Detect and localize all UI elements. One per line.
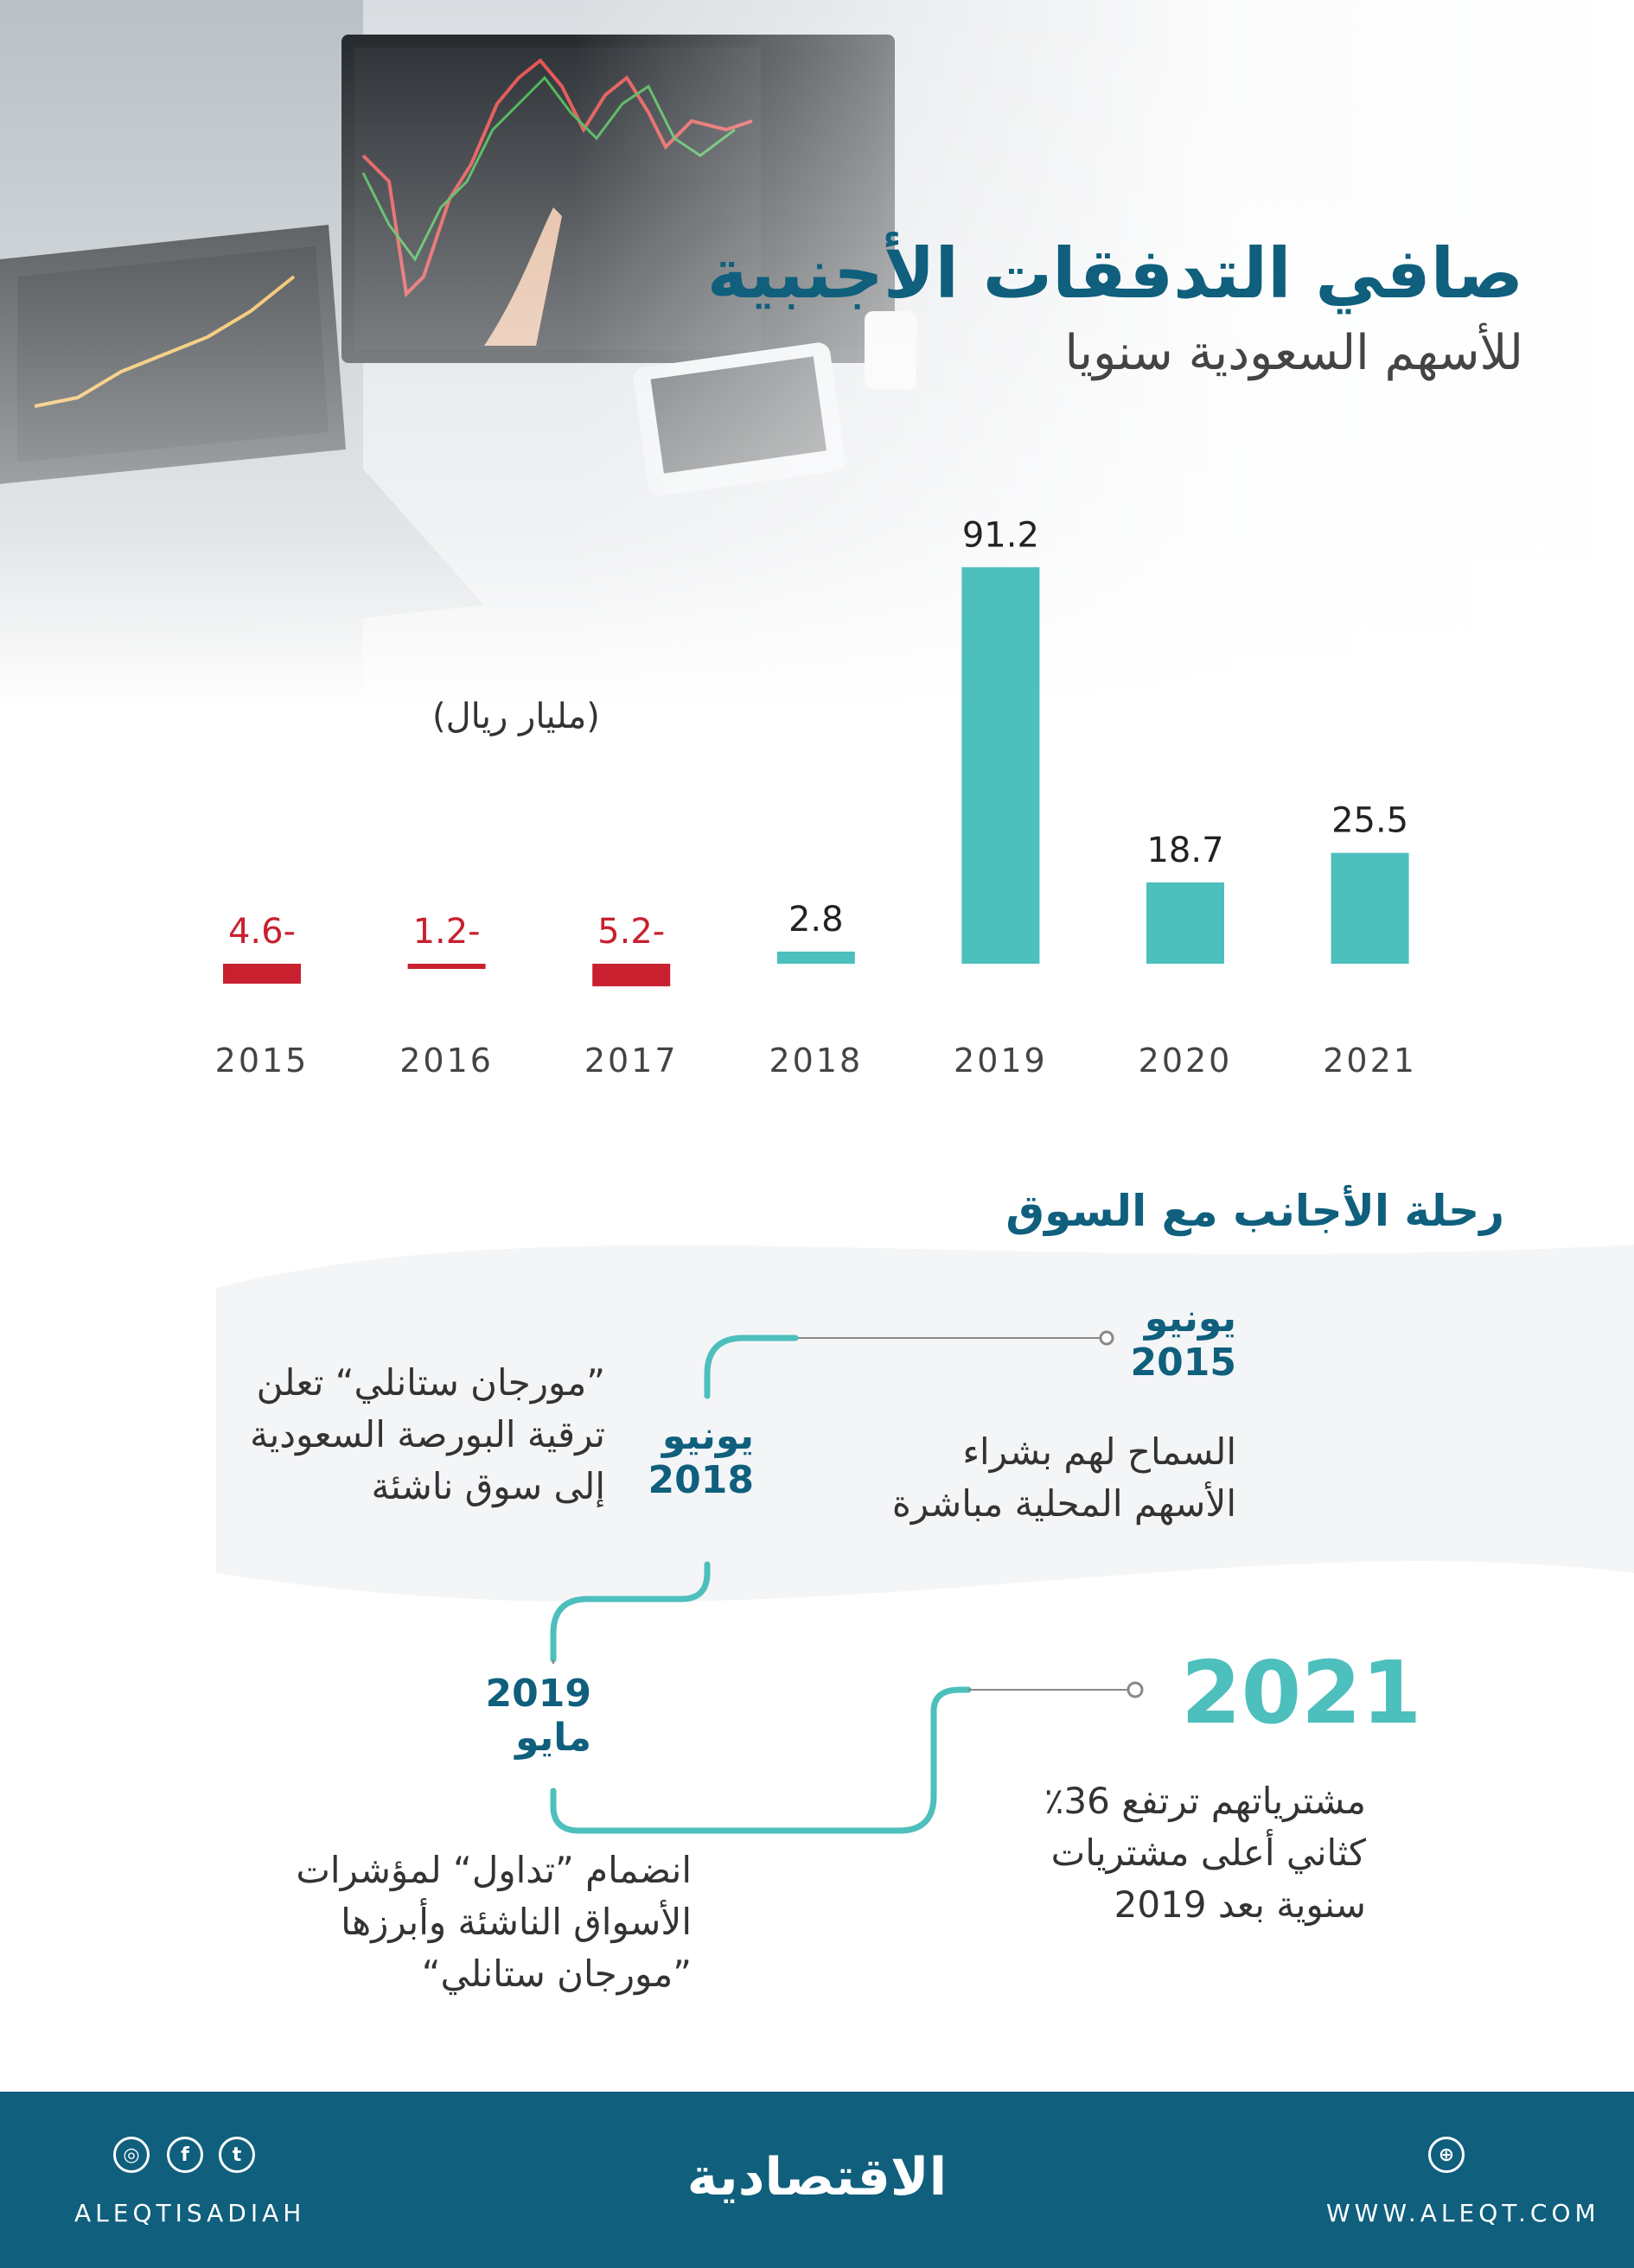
bar-chart <box>0 484 1634 1089</box>
x-tick-label-2021: 2021 <box>1323 1042 1417 1080</box>
facebook-icon[interactable]: f <box>167 2137 203 2173</box>
x-tick-label-2017: 2017 <box>584 1042 679 1080</box>
journey-timeline <box>0 1210 1634 2005</box>
event-text-line: سنوية بعد 2019 <box>1114 1883 1366 1926</box>
bar-2017 <box>592 964 670 986</box>
event-text-2018 <box>250 1357 605 1513</box>
event-year: 2015 <box>1130 1341 1236 1385</box>
timeline-dot-2015 <box>1101 1332 1113 1344</box>
event-year-2021: 2021 <box>1181 1642 1422 1743</box>
chart-title: صافي التدفقات الأجنبية <box>706 233 1523 314</box>
twitter-icon[interactable]: t <box>219 2137 255 2173</box>
event-month: يونيو <box>1144 1296 1236 1341</box>
bar-2016 <box>408 964 486 969</box>
chart-subtitle: للأسهم السعودية سنويا <box>1064 325 1523 381</box>
event-text-line: ”مورجان ستانلي“ تعلن <box>256 1361 605 1404</box>
timeline-dot-2021 <box>1128 1683 1142 1697</box>
bar-2015 <box>223 964 301 984</box>
event-text-line: الأسواق الناشئة وأبرزها <box>341 1901 692 1943</box>
event-year: 2018 <box>648 1458 754 1502</box>
event-text-line: إلى سوق ناشئة <box>371 1465 605 1507</box>
x-tick-label-2019: 2019 <box>954 1042 1048 1080</box>
instagram-icon[interactable]: ◎ <box>113 2137 150 2173</box>
bar-2018 <box>777 952 855 964</box>
value-label-2017: 5.2- <box>597 912 666 952</box>
event-text-2015 <box>892 1426 1236 1530</box>
event-text-line: ”مورجان ستانلي“ <box>421 1953 692 1995</box>
dribbble-icon[interactable]: ⊕ <box>1428 2137 1465 2173</box>
value-label-2019: 91.2 <box>961 515 1039 556</box>
event-text-line: السماح لهم بشراء <box>962 1430 1236 1473</box>
event-2015 <box>1131 1296 1236 1385</box>
value-label-2018: 2.8 <box>788 899 844 940</box>
value-label-2021: 25.5 <box>1331 800 1409 841</box>
x-tick-label-2020: 2020 <box>1138 1042 1233 1080</box>
unit-label: (مليار ريال) <box>432 697 600 736</box>
timeline-segment <box>553 1690 968 1831</box>
event-month: مايو <box>515 1716 591 1760</box>
bar-2019 <box>961 567 1039 964</box>
bar-2021 <box>1331 853 1409 964</box>
x-tick-label-2018: 2018 <box>769 1042 864 1080</box>
event-2019 <box>486 1672 591 1760</box>
event-text-2019 <box>296 1844 692 2000</box>
event-text-2021 <box>1044 1775 1366 1931</box>
journey-title: رحلة الأجانب مع السوق <box>1005 1186 1504 1236</box>
x-tick-label-2016: 2016 <box>399 1042 494 1080</box>
bar-2020 <box>1146 882 1224 964</box>
value-label-2015: 4.6- <box>227 912 297 952</box>
website-link[interactable]: WWW.ALEQT.COM <box>1326 2199 1600 2227</box>
event-text-line: ترقية البورصة السعودية <box>250 1413 605 1456</box>
footer <box>0 2092 1634 2268</box>
event-text-line: كثاني أعلى مشتريات <box>1050 1832 1366 1874</box>
value-label-2016: 1.2- <box>412 912 481 952</box>
event-month: يونيو <box>661 1414 754 1458</box>
event-text-line: انضمام ”تداول“ لمؤشرات <box>296 1849 692 1891</box>
event-text-line: مشترياتهم ترتفع 36٪ <box>1044 1780 1366 1822</box>
brand-logo: الاقتصادية <box>686 2147 948 2207</box>
event-year: 2019 <box>485 1672 591 1716</box>
event-text-line: الأسهم المحلية مباشرة <box>891 1482 1236 1525</box>
social-handle[interactable]: ALEQTISADIAH <box>74 2199 306 2227</box>
x-tick-label-2015: 2015 <box>214 1042 310 1080</box>
event-2018 <box>648 1414 754 1502</box>
value-label-2020: 18.7 <box>1146 830 1224 870</box>
